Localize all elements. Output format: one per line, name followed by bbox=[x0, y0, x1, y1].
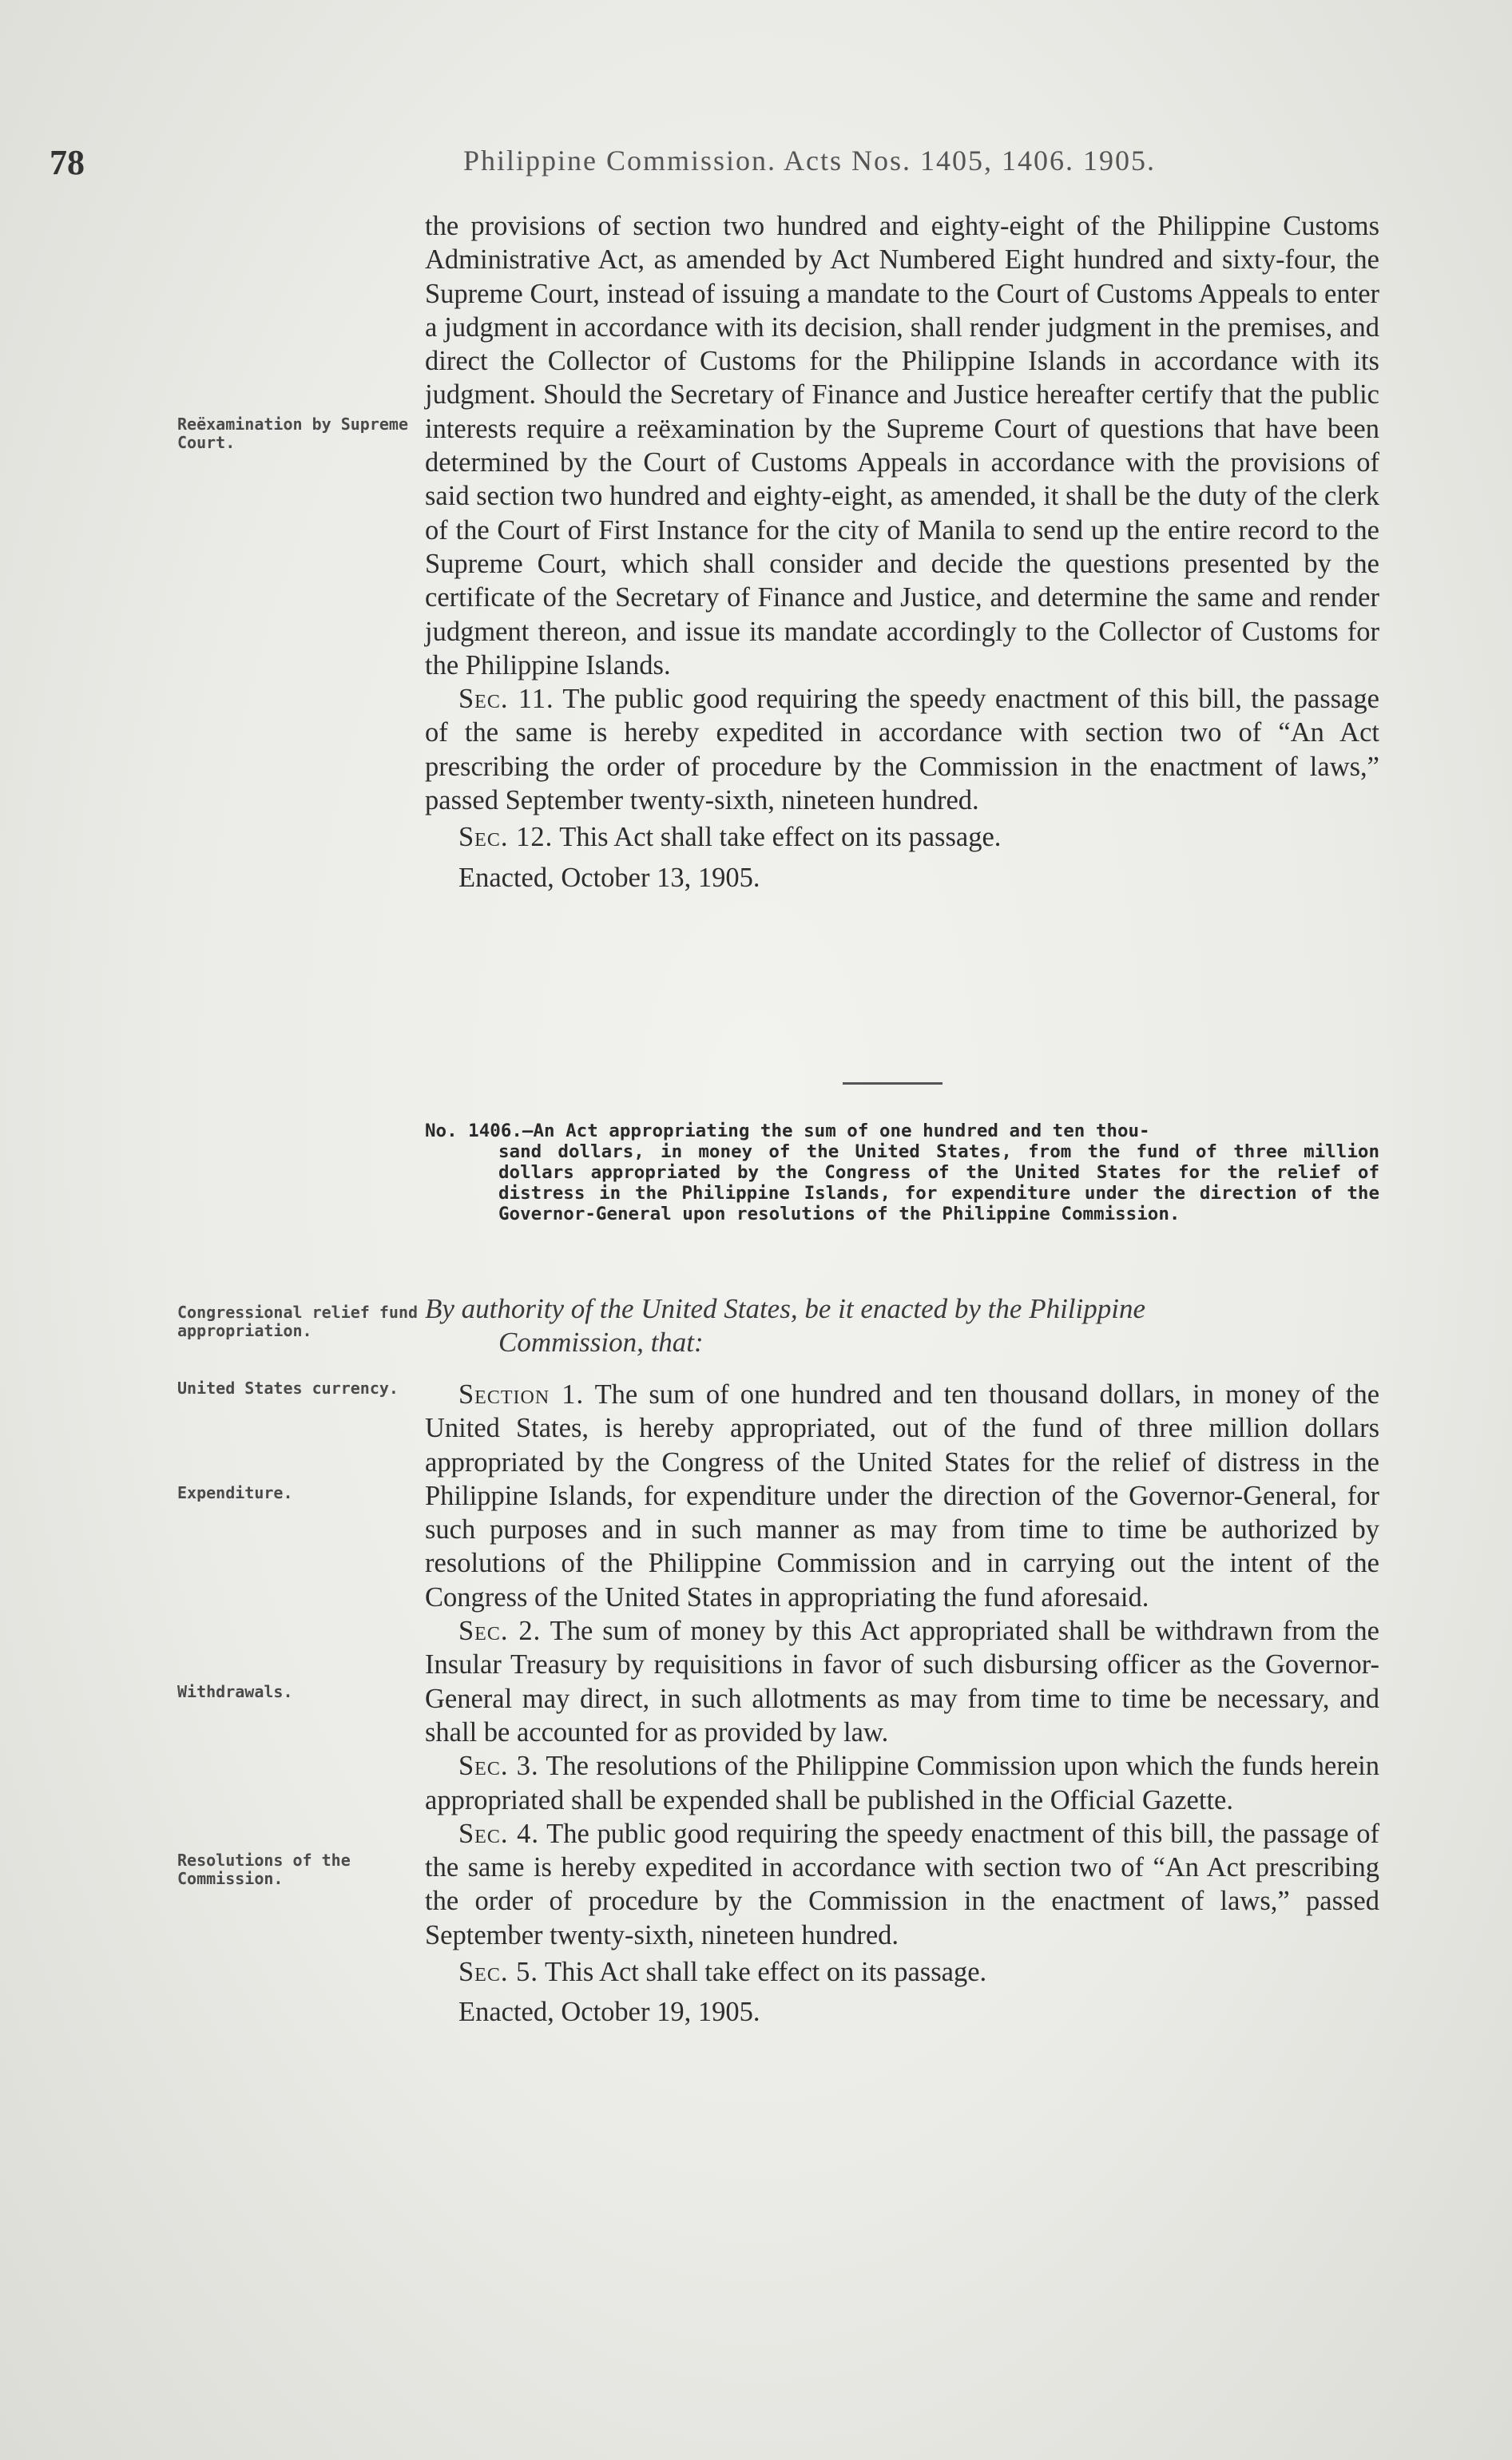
act-1406-section-1 bbox=[425, 1378, 1379, 1614]
act-1406-enacted-date: Enacted, October 19, 1905. bbox=[458, 1997, 760, 2028]
margin-note-reexamination: Reëxamination by Supreme Court. bbox=[177, 415, 408, 452]
section-text: The sum of one hundred and ten thousand dollars, in money of the United States, is hereby appropriated, out of the fund of three million dollars appropriated by the Congress of the United States for the relief of distress in the Philippine Islands, for expenditure under the direction of the Governor-General, for such purposes and in such manner as may from time to time be authorized by resolutions of the Philippine Commission and in carrying out the intent of the Congress of the United States in appropriating the fund aforesaid. bbox=[425, 1379, 1380, 1613]
section-text: The sum of money by this Act appropriated shall be withdrawn from the Insular Treasury by requisitions in favor of such disbursing officer as the Governor-General may direct, in such allotments as may from time to time be necessary, and shall be accounted for as provided by law. bbox=[425, 1616, 1379, 1748]
enacting-clause-line-2: Commission, that: bbox=[498, 1327, 704, 1358]
margin-note-withdrawals: Withdrawals. bbox=[177, 1682, 293, 1701]
act-1406-section-3 bbox=[425, 1749, 1379, 1817]
act-1406-section-2 bbox=[425, 1614, 1379, 1749]
margin-note-expenditure: Expenditure. bbox=[177, 1483, 293, 1502]
section-label: Sec. 11. bbox=[458, 684, 554, 715]
enacting-clause-line-1: By authority of the United States, be it enacted by the Philippine bbox=[425, 1293, 1146, 1324]
section-divider-rule bbox=[843, 1082, 943, 1085]
section-label: Sec. 4. bbox=[458, 1818, 540, 1849]
enacting-clause bbox=[425, 1292, 1379, 1359]
act-1406-heading-first-line: No. 1406.—An Act appropriating the sum of one hundred and ten thou- bbox=[425, 1121, 1150, 1141]
section-label: Sec. 5. bbox=[458, 1957, 538, 1988]
margin-note-currency: United States currency. bbox=[177, 1379, 399, 1398]
running-head: Philippine Commission. Acts Nos. 1405, 1406. 1905. bbox=[463, 145, 1157, 177]
margin-note-congressional-relief: Congressional relief fund appropriation. bbox=[177, 1303, 419, 1340]
section-label: Sec. 12. bbox=[458, 822, 554, 853]
section-label: Sec. 3. bbox=[458, 1751, 539, 1782]
section-text: This Act shall take effect on its passage. bbox=[559, 822, 1002, 853]
section-label: Section 1. bbox=[458, 1379, 585, 1410]
section-text: The public good requiring the speedy enactment of this bill, the passage of the same is hereby expedited in accordance with section two of “An Act prescribing the order of procedure by the Commission in the enactment of laws,” passed September twenty-sixth, nineteen hundred. bbox=[425, 684, 1379, 816]
act-1405-enacted-date: Enacted, October 13, 1905. bbox=[458, 862, 760, 893]
section-label: Sec. 2. bbox=[458, 1616, 542, 1647]
section-text: The public good requiring the speedy enactment of this bill, the passage of the same is hereby expedited in accordance with section two of “An Act prescribing the order of procedure by the Commission in the enactment of laws,” passed September twenty-sixth, nineteen hundred. bbox=[425, 1818, 1379, 1950]
act-1405-continuation bbox=[425, 209, 1379, 895]
act-1405-section-11 bbox=[425, 682, 1379, 817]
section-text: This Act shall take effect on its passage. bbox=[545, 1957, 987, 1988]
act-1406-heading-rest: sand dollars, in money of the United States, from the fund of three million dollars appropriated by the Congress of the United States for the relief of distress in the Philippine Islands, for expenditure under the direction of the Governor-General upon resolutions of the Philippine Commission. bbox=[498, 1141, 1379, 1224]
act-1406-body bbox=[425, 1378, 1379, 2030]
act-1406-section-5 bbox=[425, 1955, 1379, 1989]
page-number: 78 bbox=[50, 143, 85, 182]
act-1405-section-12 bbox=[425, 820, 1379, 854]
act-1406-section-4 bbox=[425, 1817, 1379, 1952]
section-text: The resolutions of the Philippine Commission upon which the funds herein appropriated shall be expended shall be published in the Official Gazette. bbox=[425, 1751, 1379, 1815]
act-1405-paragraph: the provisions of section two hundred and eighty-eight of the Philippine Customs Administrative Act, as amended by Act Numbered Eight hundred and sixty-four, the Supreme Court, instead of issuing a mandate to the Court of Customs Appeals to enter a judgment in accordance with its decision, shall render judgment in the premises, and direct the Collector of Customs for the Philippine Islands in accordance with its judgment. Should the Secretary of Finance and Justice hereafter certify that the public interests require a reëxamination by the Supreme Court of questions that have been determined by the Court of Customs Appeals in accordance with the provisions of said section two hundred and eighty-eight, as amended, it shall be the duty of the clerk of the Court of First Instance for the city of Manila to send up the entire record to the Supreme Court, which shall consider and decide the questions presented by the certificate of the Secretary of Finance and Justice, and determine the same and render judgment thereon, and issue its mandate accordingly to the Collector of Customs for the Philippine Islands. bbox=[425, 211, 1379, 680]
margin-note-resolutions: Resolutions of the Commission. bbox=[177, 1851, 351, 1888]
act-1406-heading bbox=[425, 1121, 1379, 1224]
